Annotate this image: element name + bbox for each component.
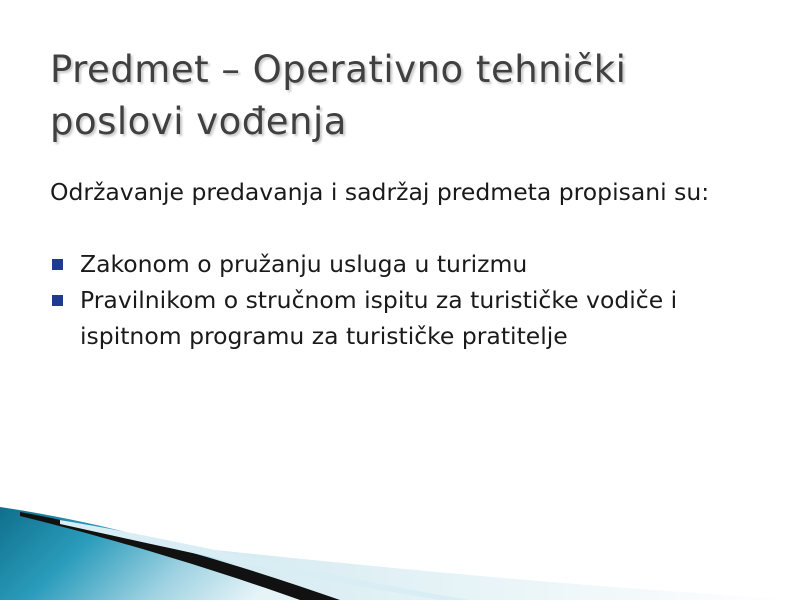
bullet-item-law (50, 246, 750, 282)
bullet-text: Pravilnikom o stručnom ispitu za turističke vodiče i ispitnom programu za turističke pratitelje (80, 286, 678, 350)
bullet-list (50, 246, 750, 354)
bullet-item-regulation (50, 282, 750, 354)
intro-text: Održavanje predavanja i sadržaj predmeta propisani su: (50, 178, 710, 206)
bullet-text: Zakonom o pružanju usluga u turizmu (80, 250, 528, 278)
square-bullet-icon (52, 259, 63, 270)
decorative-swoosh (0, 500, 800, 600)
slide-title: Predmet – Operativno tehnički poslovi vođenja (50, 48, 627, 143)
slide-body (50, 174, 750, 354)
square-bullet-icon (52, 295, 63, 306)
